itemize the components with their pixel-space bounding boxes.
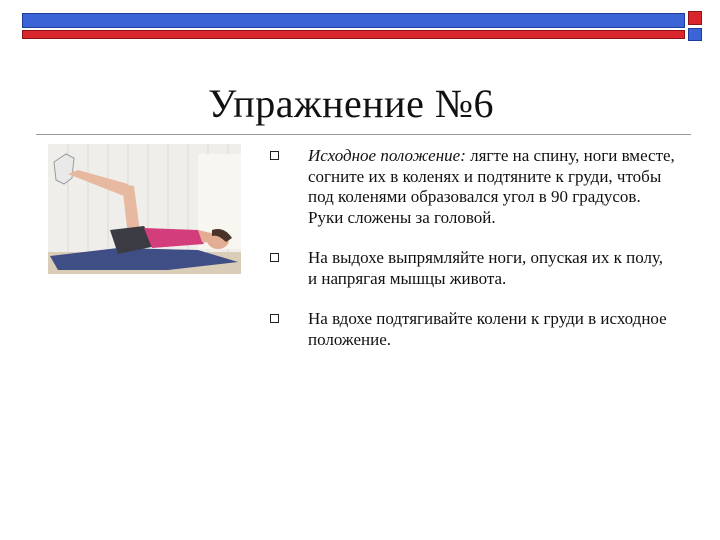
- bullet-text: На выдохе выпрямляйте ноги, опуская их к полу, и напрягая мышцы живота.: [308, 248, 664, 288]
- header-stripe-red: [22, 30, 685, 39]
- square-bullet-icon: [270, 151, 279, 160]
- bullet-item: [270, 248, 675, 289]
- header-stripe-blue: [22, 13, 685, 28]
- exercise-photo: [48, 144, 241, 274]
- square-bullet-icon: [270, 253, 279, 262]
- exercise-photo-icon: [48, 144, 241, 274]
- bullet-text: лягте на спину, ноги вместе, согните их в коленях и подтяните к груди, чтобы под коленями образовался угол в 90 градусов. Руки сложены за головой.: [308, 146, 675, 227]
- header-corner-blue-square: [688, 28, 702, 41]
- bullet-list: [270, 146, 675, 370]
- square-bullet-icon: [270, 314, 279, 323]
- bullet-item: [270, 146, 675, 228]
- bullet-item: [270, 309, 675, 350]
- bullet-text: На вдохе подтягивайте колени к груди в исходное положение.: [308, 309, 667, 349]
- slide-title: Упражнение №6: [208, 81, 494, 126]
- bullet-lead: Исходное положение:: [308, 146, 466, 165]
- header-corner-red-square: [688, 11, 702, 25]
- title-divider: [36, 134, 691, 135]
